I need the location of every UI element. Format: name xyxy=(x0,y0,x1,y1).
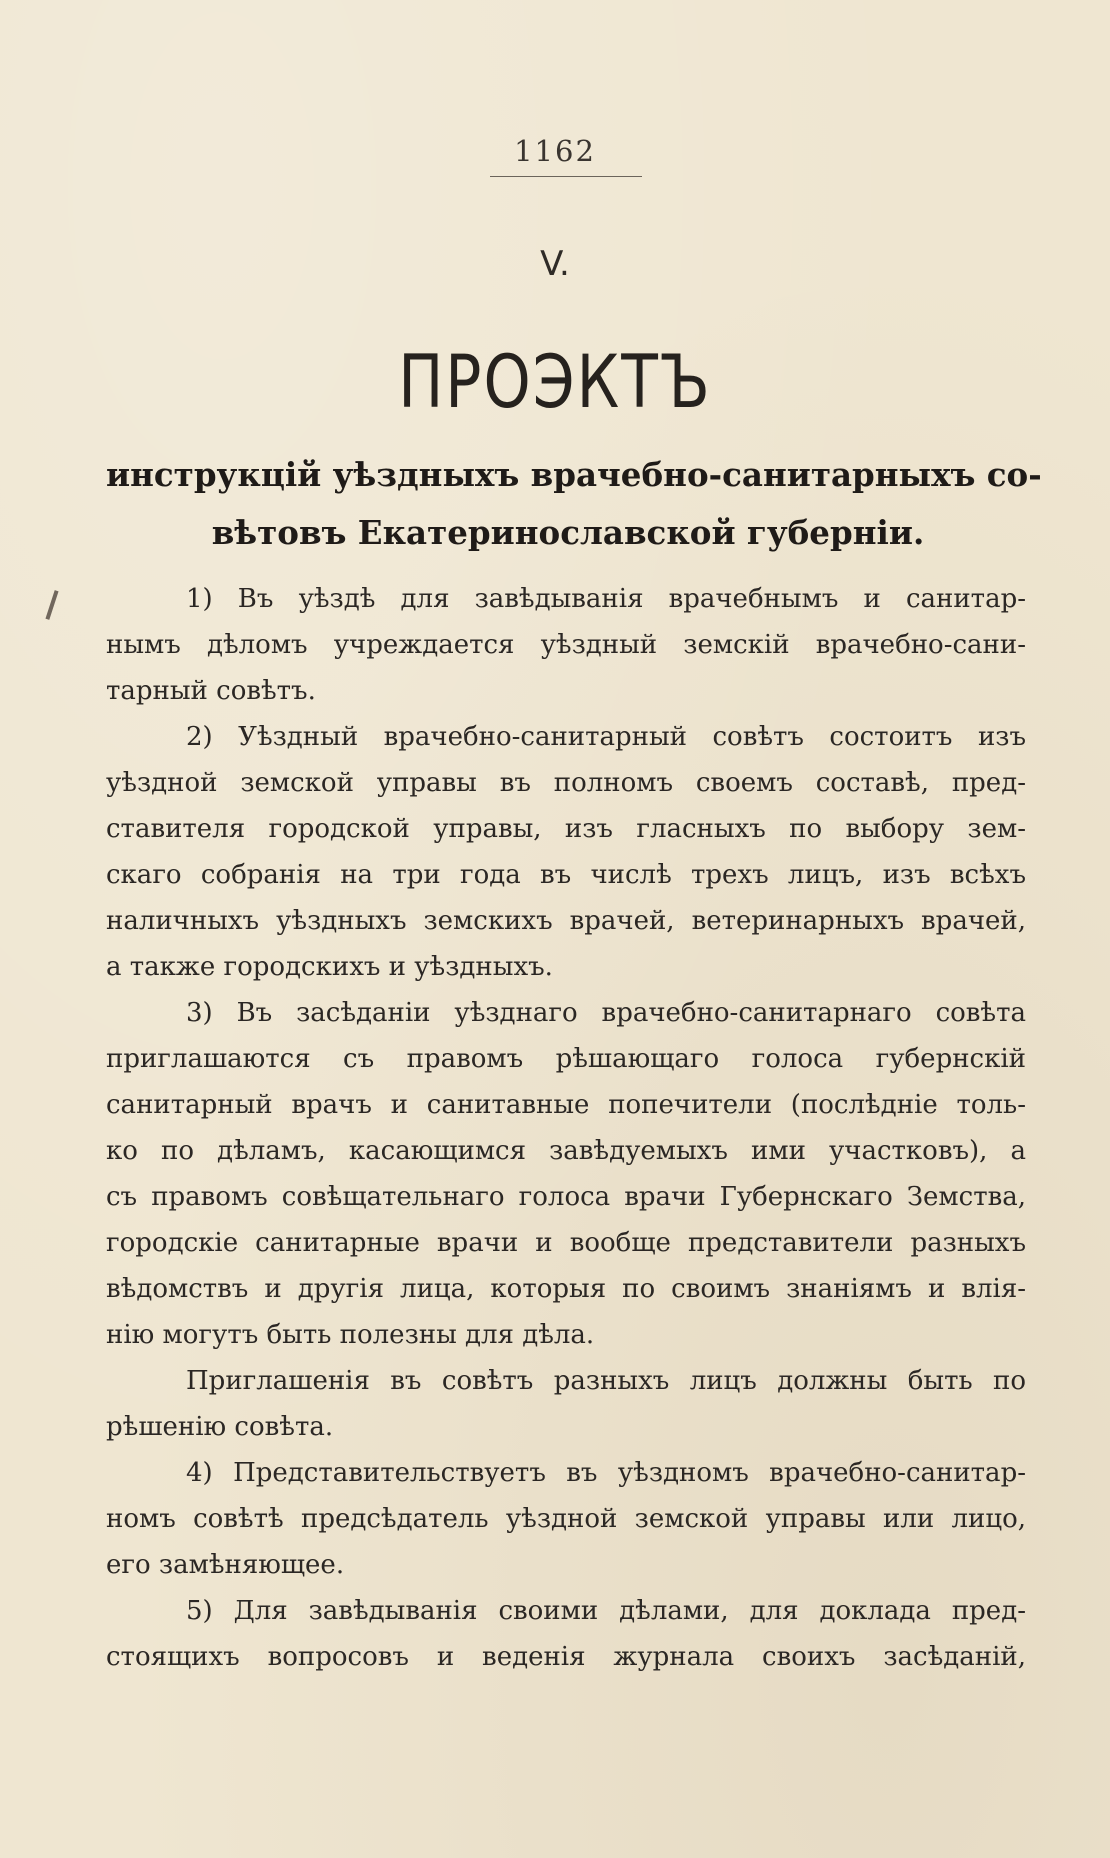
body-line: номъ совѣтѣ предсѣдатель уѣздной земской управы или лицо, xyxy=(106,1504,1026,1534)
body-line: вѣдомствъ и другія лица, которыя по своимъ знаніямъ и влія- xyxy=(106,1274,1026,1304)
body-line: санитарный врачъ и санитавные попечители (послѣдніе толь- xyxy=(106,1090,1026,1120)
document-subtitle xyxy=(106,446,1042,562)
body-line: скаго собранія на три года въ числѣ трехъ лицъ, изъ всѣхъ xyxy=(106,860,1026,890)
body-line: рѣшенію совѣта. xyxy=(106,1412,334,1442)
body-line: 5) Для завѣдыванія своими дѣлами, для доклада пред- xyxy=(186,1596,1026,1626)
subtitle-line: вѣтовъ Екатеринославской губерніи. xyxy=(211,513,925,552)
body-line: 3) Въ засѣданіи уѣзднаго врачебно-санитарнаго совѣта xyxy=(186,998,1026,1028)
margin-pencil-mark xyxy=(45,590,58,620)
body-line: приглашаются съ правомъ рѣшающаго голоса губернскій xyxy=(106,1044,1026,1074)
body-line: ко по дѣламъ, касающимся завѣдуемыхъ ими участковъ), а xyxy=(106,1136,1026,1166)
section-mark: V. xyxy=(540,244,570,284)
body-line: нію могутъ быть полезны для дѣла. xyxy=(106,1320,595,1350)
body-line: а также городскихъ и уѣздныхъ. xyxy=(106,952,553,982)
page-number: 1162 xyxy=(514,134,596,168)
body-line: Приглашенія въ совѣтъ разныхъ лицъ должны быть по xyxy=(186,1366,1026,1396)
body-line: ставителя городской управы, изъ гласныхъ по выбору зем- xyxy=(106,814,1026,844)
body-line: нымъ дѣломъ учреждается уѣздный земскій врачебно-сани- xyxy=(106,630,1026,660)
page-number-rule xyxy=(490,176,642,177)
document-body xyxy=(106,576,1026,1680)
body-line: стоящихъ вопросовъ и веденія журнала своихъ засѣданій, xyxy=(106,1642,1026,1672)
body-line: уѣздной земской управы въ полномъ своемъ составѣ, пред- xyxy=(106,768,1026,798)
body-line: тарный совѣтъ. xyxy=(106,676,316,706)
body-line: городскіе санитарные врачи и вообще представители разныхъ xyxy=(106,1228,1026,1258)
body-line: 2) Уѣздный врачебно-санитарный совѣтъ состоитъ изъ xyxy=(186,722,1026,752)
subtitle-line: инструкцій уѣздныхъ врачебно-санитарныхъ со- xyxy=(106,455,1042,494)
body-line: 4) Представительствуетъ въ уѣздномъ врачебно-санитар- xyxy=(186,1458,1026,1488)
document-title: ПРОЭКТЪ xyxy=(398,340,712,426)
body-line: его замѣняющее. xyxy=(106,1550,345,1580)
body-line: съ правомъ совѣщательнаго голоса врачи Губернскаго Земства, xyxy=(106,1182,1026,1212)
body-line: наличныхъ уѣздныхъ земскихъ врачей, ветеринарныхъ врачей, xyxy=(106,906,1026,936)
body-line: 1) Въ уѣздѣ для завѣдыванія врачебнымъ и санитар- xyxy=(186,584,1026,614)
